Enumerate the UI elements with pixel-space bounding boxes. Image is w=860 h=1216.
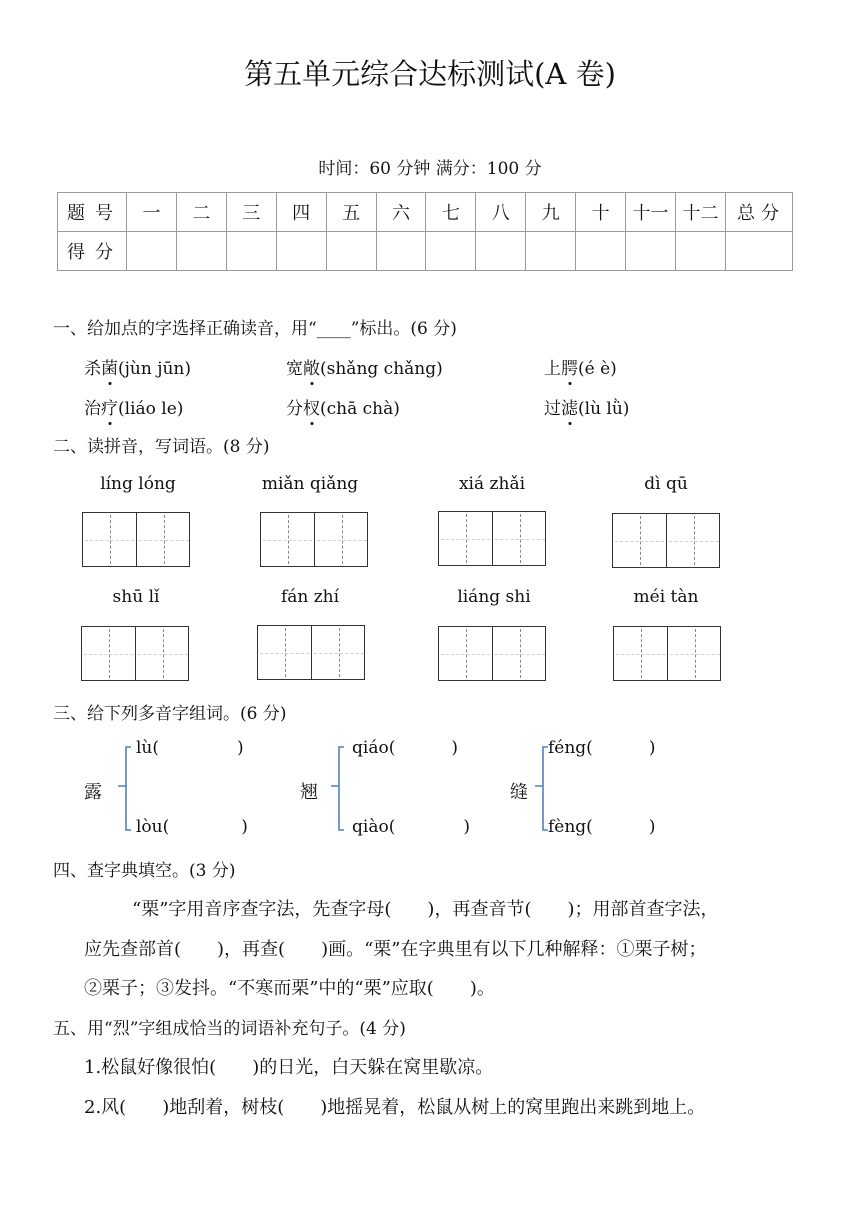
polyphone-reading[interactable]: féng( ) [548, 738, 656, 758]
item-char: 上 [544, 359, 561, 379]
score-cell: 九 [526, 193, 576, 232]
writing-grid[interactable] [613, 626, 721, 681]
item-char: 宽 [286, 359, 303, 379]
score-input-cell[interactable] [426, 232, 476, 271]
sentence-question[interactable]: 1.松鼠好像很怕( )的日光，白天躲在窝里歇凉。 [84, 1057, 494, 1078]
score-input-cell[interactable] [576, 232, 626, 271]
score-table-score-row [58, 232, 793, 271]
score-table-header-row [58, 193, 793, 232]
score-input-cell[interactable] [626, 232, 676, 271]
item-char: 分 [286, 399, 303, 419]
reading-item[interactable] [544, 354, 617, 379]
writing-grid[interactable] [438, 511, 546, 566]
writing-grid[interactable] [81, 626, 189, 681]
score-cell: 十二 [675, 193, 725, 232]
score-input-cell[interactable] [276, 232, 326, 271]
reading-item[interactable] [84, 354, 191, 379]
score-cell: 题号 [58, 193, 127, 232]
dotted-char: 腭 [561, 359, 578, 379]
dotted-char: 菌 [101, 359, 118, 379]
score-input-cell[interactable] [326, 232, 376, 271]
item-char: 治 [84, 399, 101, 419]
dotted-char: 敞 [303, 359, 320, 379]
item-char: 过 [544, 399, 561, 419]
score-cell: 十 [576, 193, 626, 232]
dotted-char: 疗 [101, 399, 118, 419]
score-input-cell[interactable] [376, 232, 426, 271]
score-cell: 八 [476, 193, 526, 232]
pinyin-options: (chā chà) [320, 399, 400, 419]
sentence-question[interactable]: 2.风( )地刮着，树枝( )地摇晃着，松鼠从树上的窝里跑出来跳到地上。 [84, 1097, 706, 1118]
dotted-char: 杈 [303, 399, 320, 419]
pinyin-label: líng lóng [100, 474, 176, 494]
brace-icon [327, 744, 347, 834]
reading-item[interactable] [286, 394, 400, 419]
pinyin-options: (é è) [578, 359, 617, 379]
writing-grid[interactable] [82, 512, 190, 567]
score-cell: 三 [226, 193, 276, 232]
score-cell: 四 [276, 193, 326, 232]
score-cell: 总分 [726, 193, 793, 232]
score-cell: 十一 [626, 193, 676, 232]
section-5-heading: 五、用“烈”字组成恰当的词语补充句子。(4 分) [53, 1019, 406, 1039]
polyphone-char: 缝 [510, 782, 528, 803]
score-input-cell[interactable] [127, 232, 177, 271]
score-cell: 七 [426, 193, 476, 232]
dictionary-question-line[interactable]: “栗”字用音序查字法，先查字母( )，再查音节( )；用部首查字法， [132, 899, 719, 920]
pinyin-label: dì qū [644, 474, 688, 494]
polyphone-reading[interactable]: lù( ) [136, 738, 244, 758]
reading-item[interactable] [84, 394, 183, 419]
score-input-cell[interactable] [726, 232, 793, 271]
pinyin-options: (liáo le) [118, 399, 184, 419]
section-3-heading: 三、给下列多音字组词。(6 分) [53, 704, 287, 724]
score-table [57, 192, 793, 271]
section-1-heading: 一、给加点的字选择正确读音，用“____”标出。(6 分) [53, 319, 457, 339]
score-cell: 二 [176, 193, 226, 232]
score-input-cell[interactable] [675, 232, 725, 271]
polyphone-reading[interactable]: lòu( ) [136, 817, 248, 837]
section-2-heading: 二、读拼音，写词语。(8 分) [53, 437, 270, 457]
writing-grid[interactable] [257, 625, 365, 680]
polyphone-char: 露 [84, 782, 102, 803]
brace-icon [114, 744, 134, 834]
pinyin-options: (shǎng chǎng) [320, 359, 443, 379]
score-input-cell[interactable] [226, 232, 276, 271]
polyphone-char: 翘 [300, 782, 318, 803]
pinyin-label: fán zhí [280, 587, 340, 607]
writing-grid[interactable] [260, 512, 368, 567]
score-input-cell[interactable] [176, 232, 226, 271]
polyphone-reading[interactable]: qiáo( ) [352, 738, 458, 758]
score-row-label: 得分 [58, 232, 127, 271]
score-input-cell[interactable] [476, 232, 526, 271]
pinyin-label: liáng shi [457, 587, 531, 607]
writing-grid[interactable] [438, 626, 546, 681]
score-cell: 六 [376, 193, 426, 232]
polyphone-reading[interactable]: qiào( ) [352, 817, 470, 837]
pinyin-label: miǎn qiǎng [261, 474, 359, 494]
writing-grid[interactable] [612, 513, 720, 568]
dictionary-question-line[interactable]: ②栗子；③发抖。“不寒而栗”中的“栗”应取( )。 [84, 978, 495, 999]
item-char: 杀 [84, 359, 101, 379]
pinyin-label: méi tàn [633, 587, 699, 607]
pinyin-label: xiá zhǎi [458, 474, 526, 494]
score-cell: 五 [326, 193, 376, 232]
exam-info: 时间：60 分钟 满分：100 分 [318, 159, 542, 179]
reading-item[interactable] [544, 394, 629, 419]
score-input-cell[interactable] [526, 232, 576, 271]
page-title: 第五单元综合达标测试(A 卷) [244, 57, 616, 91]
reading-item[interactable] [286, 354, 443, 379]
polyphone-reading[interactable]: fèng( ) [548, 817, 656, 837]
dotted-char: 滤 [561, 399, 578, 419]
dictionary-question-line[interactable]: 应先查部首( )，再查( )画。“栗”在字典里有以下几种解释：①栗子树； [84, 939, 707, 960]
section-4-heading: 四、查字典填空。(3 分) [53, 861, 236, 881]
pinyin-options: (lù lǜ) [578, 399, 630, 419]
score-cell: 一 [127, 193, 177, 232]
pinyin-options: (jùn jūn) [118, 359, 192, 379]
pinyin-label: shū lǐ [112, 587, 160, 607]
